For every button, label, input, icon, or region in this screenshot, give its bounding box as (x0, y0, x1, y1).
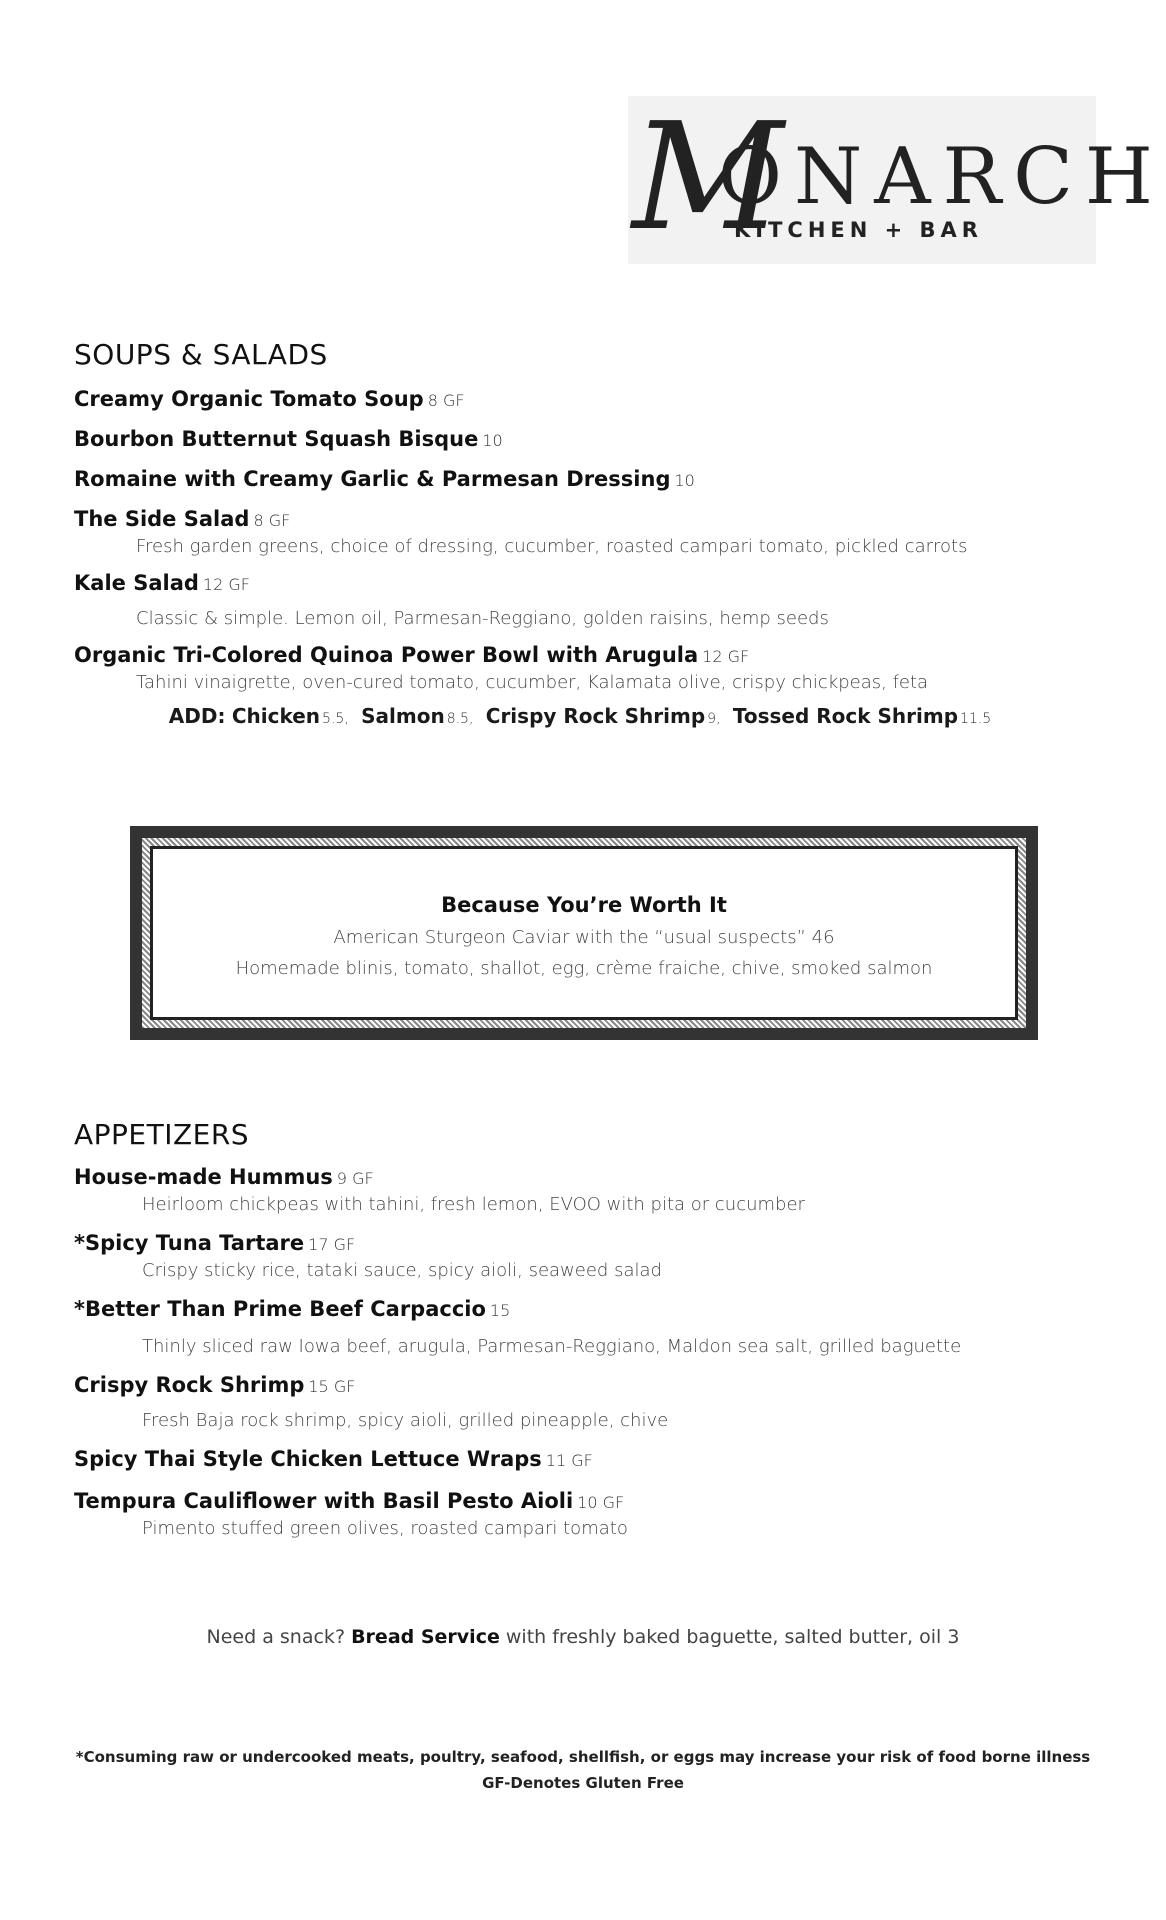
menu-item (74, 1487, 1094, 1541)
item-price: 9 GF (336, 1169, 374, 1188)
item-price: 15 GF (308, 1377, 356, 1396)
item-name: House-made Hummus (74, 1165, 333, 1189)
item-description: Tahini vinaigrette, oven-cured tomato, cucumber, Kalamata olive, crispy chickpeas, feta (136, 672, 929, 693)
item-price: 10 GF (577, 1493, 625, 1512)
item-description: Thinly sliced raw Iowa beef, arugula, Parmesan-Reggiano, Maldon sea salt, grilled baguette (142, 1336, 962, 1357)
footer-disclaimer (0, 1744, 1166, 1796)
feature-box-inner (150, 846, 1018, 1020)
menu-item (74, 505, 1094, 559)
item-price: 10 (674, 471, 695, 490)
menu-item (74, 385, 1094, 415)
appetizers-section (74, 1118, 1094, 1541)
feature-line: American Sturgeon Caviar with the “usual suspects” 46 (333, 927, 835, 948)
add-option-price: 9, (707, 711, 721, 727)
item-price: 8 GF (253, 511, 291, 530)
menu-item (74, 465, 1094, 495)
item-description: Crispy sticky rice, tataki sauce, spicy aioli, seaweed salad (142, 1260, 662, 1281)
item-price: 12 GF (202, 575, 250, 594)
item-name: The Side Salad (74, 507, 250, 531)
menu-item (74, 1295, 1094, 1359)
monarch-logo (628, 91, 1165, 264)
feature-title: Because You’re Worth It (441, 893, 727, 917)
add-option-name: Chicken (231, 704, 321, 728)
section-title: SOUPS & SALADS (74, 338, 328, 371)
item-price: 8 GF (427, 391, 465, 410)
add-option-price: 11.5 (960, 711, 992, 727)
item-description: Fresh garden greens, choice of dressing, cucumber, roasted campari tomato, pickled carrots (136, 536, 968, 557)
item-name: Spicy Thai Style Chicken Lettuce Wraps (74, 1447, 542, 1471)
item-price: 10 (482, 431, 503, 450)
item-name: Crispy Rock Shrimp (74, 1373, 305, 1397)
item-name: Kale Salad (74, 571, 199, 595)
footer-line: GF-Denotes Gluten Free (482, 1774, 684, 1792)
item-description: Pimento stuffed green olives, roasted campari tomato (142, 1518, 628, 1539)
add-prefix: ADD: (168, 704, 226, 728)
snack-rest: with freshly baked baguette, salted butter, oil 3 (505, 1626, 960, 1648)
feature-line: Homemade blinis, tomato, shallot, egg, crème fraiche, chive, smoked salmon (235, 958, 933, 979)
item-name: Creamy Organic Tomato Soup (74, 387, 424, 411)
footer-line: *Consuming raw or undercooked meats, poultry, seafood, shellfish, or eggs may increase your risk of food borne illness (75, 1748, 1091, 1766)
menu-item (74, 641, 1094, 695)
snack-bold: Bread Service (351, 1626, 500, 1648)
item-description: Fresh Baja rock shrimp, spicy aioli, grilled pineapple, chive (142, 1410, 669, 1431)
item-name: Romaine with Creamy Garlic & Parmesan Dressing (74, 467, 671, 491)
menu-item (74, 1229, 1094, 1283)
item-name: *Spicy Tuna Tartare (74, 1231, 305, 1255)
menu-item (74, 569, 1094, 631)
item-name: Organic Tri-Colored Quinoa Power Bowl with Arugula (74, 643, 699, 667)
soups-salads-section (74, 338, 1094, 695)
add-option-name: Salmon (361, 704, 445, 728)
item-price: 11 GF (545, 1451, 593, 1470)
logo-subtitle: KITCHEN + BAR (734, 218, 983, 242)
item-description: Heirloom chickpeas with tahini, fresh lemon, EVOO with pita or cucumber (142, 1194, 805, 1215)
menu-item (74, 1371, 1094, 1433)
snack-lead: Need a snack? (206, 1626, 346, 1648)
item-name: Bourbon Butternut Squash Bisque (74, 427, 479, 451)
item-price: 17 GF (308, 1235, 356, 1254)
logo-script-letter: M (632, 91, 784, 263)
add-option-price: 5.5, (322, 711, 349, 727)
menu-item (74, 425, 1094, 455)
add-protein-line (0, 704, 1166, 728)
snack-note (0, 1626, 1166, 1648)
menu-item (74, 1445, 1094, 1475)
section-title: APPETIZERS (74, 1118, 250, 1151)
item-name: *Better Than Prime Beef Carpaccio (74, 1297, 486, 1321)
menu-item (74, 1163, 1094, 1217)
add-option-price: 8.5, (446, 711, 474, 727)
logo-wordmark: ONARCH (718, 132, 1165, 222)
add-option-name: Tossed Rock Shrimp (732, 704, 959, 728)
add-option-name: Crispy Rock Shrimp (485, 704, 706, 728)
item-price: 15 (489, 1301, 511, 1320)
item-name: Tempura Cauliflower with Basil Pesto Aioli (74, 1489, 574, 1513)
item-price: 12 GF (702, 647, 750, 666)
feature-box (130, 826, 1038, 1040)
item-description: Classic & simple. Lemon oil, Parmesan-Reggiano, golden raisins, hemp seeds (136, 608, 829, 629)
